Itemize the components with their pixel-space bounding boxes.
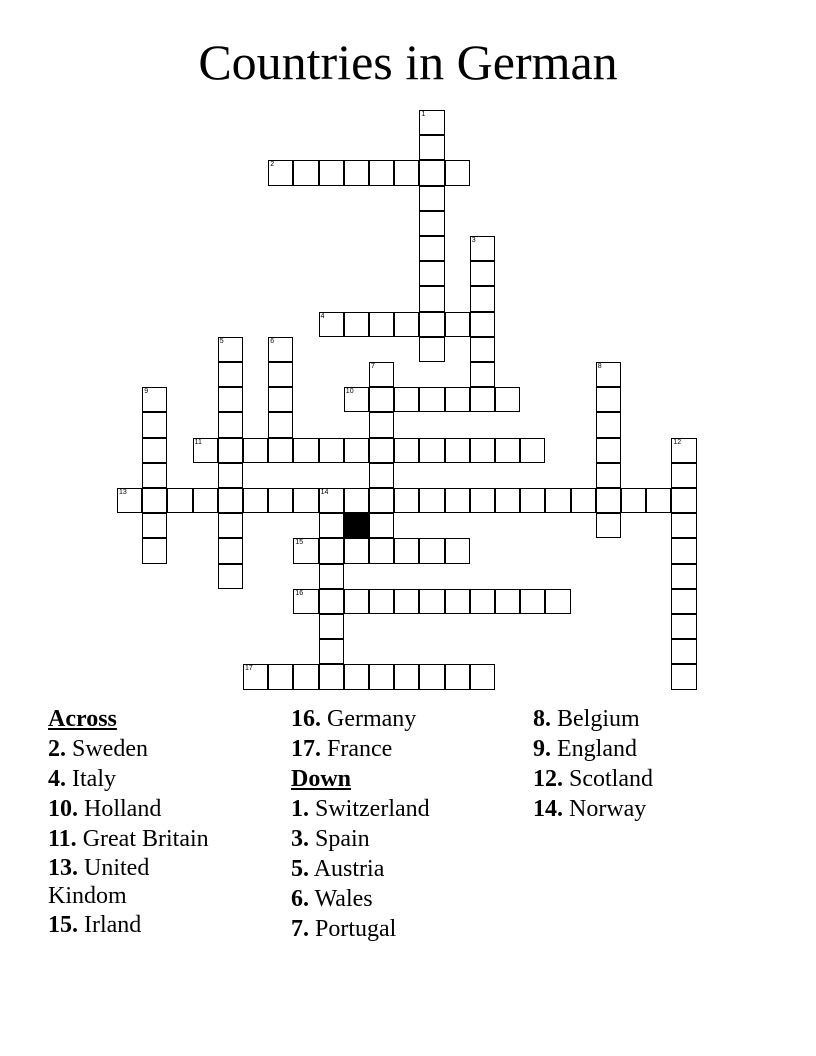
grid-cell[interactable] [243, 488, 268, 513]
grid-cell[interactable] [268, 362, 293, 387]
clue-number: 1. [291, 796, 309, 822]
grid-cell[interactable] [596, 412, 621, 437]
grid-cell[interactable] [445, 312, 470, 337]
grid-cell[interactable] [268, 387, 293, 412]
grid-cell[interactable] [419, 488, 444, 513]
clue-text: Austria [313, 856, 385, 882]
cell-number: 16 [295, 589, 304, 597]
cell-number: 12 [673, 438, 682, 446]
grid-cell[interactable] [419, 261, 444, 286]
clue-number: 10. [48, 796, 78, 822]
grid-cell[interactable] [419, 664, 444, 689]
clue-down-9 [533, 734, 783, 764]
clue-text: Holland [84, 796, 162, 822]
grid-cell[interactable] [419, 589, 444, 614]
grid-cell[interactable] [344, 438, 369, 463]
clue-number: 2. [48, 736, 66, 762]
grid-cell[interactable] [470, 488, 495, 513]
clue-text: Sweden [72, 736, 148, 762]
grid-cell[interactable] [142, 387, 167, 412]
grid-cell[interactable] [671, 589, 696, 614]
grid-cell[interactable] [394, 664, 419, 689]
clue-across-13 [48, 854, 198, 910]
grid-cell[interactable] [470, 236, 495, 261]
clue-number: 11. [48, 826, 77, 852]
cell-number: 2 [270, 161, 275, 169]
grid-cell[interactable] [495, 438, 520, 463]
grid-cell[interactable] [319, 513, 344, 538]
grid-cell[interactable] [117, 488, 142, 513]
grid-cell[interactable] [470, 312, 495, 337]
cell-number: 3 [471, 237, 476, 244]
clue-text: Germany [327, 706, 417, 732]
grid-cell[interactable] [369, 463, 394, 488]
clue-across-16 [291, 704, 521, 734]
grid-cell[interactable] [419, 438, 444, 463]
grid-cell[interactable] [218, 438, 243, 463]
grid-cell[interactable] [671, 513, 696, 538]
grid-cell[interactable] [319, 664, 344, 689]
clue-text: Spain [315, 826, 370, 852]
clue-text: United Kindom [48, 855, 150, 909]
cell-number: 6 [270, 337, 275, 345]
clue-column-3 [533, 704, 783, 824]
grid-cell[interactable] [445, 664, 470, 689]
clue-down-7 [291, 914, 521, 944]
clue-number: 4. [48, 766, 66, 792]
grid-cell[interactable] [394, 387, 419, 412]
grid-cell[interactable] [344, 664, 369, 689]
grid-cell[interactable] [646, 488, 671, 513]
grid-cell[interactable] [394, 160, 419, 185]
grid-cell[interactable] [470, 337, 495, 362]
grid-cell[interactable] [293, 664, 318, 689]
grid-cell[interactable] [369, 312, 394, 337]
grid-cell[interactable] [344, 589, 369, 614]
grid-cell[interactable] [419, 387, 444, 412]
grid-cell[interactable] [671, 538, 696, 563]
grid-cell[interactable] [596, 488, 621, 513]
clue-across-4 [48, 764, 278, 794]
grid-cell[interactable] [319, 312, 344, 337]
clue-number: 3. [291, 826, 309, 852]
grid-cell[interactable] [218, 463, 243, 488]
cell-number: 8 [597, 363, 602, 370]
grid-cell[interactable] [319, 564, 344, 589]
grid-cell[interactable] [571, 488, 596, 513]
cell-number: 10 [345, 388, 354, 396]
clue-across-10 [48, 794, 278, 824]
grid-cell[interactable] [470, 438, 495, 463]
grid-cell[interactable] [445, 438, 470, 463]
grid-cell[interactable] [419, 110, 444, 135]
clue-text: Scotland [569, 766, 653, 792]
grid-cell[interactable] [218, 513, 243, 538]
down-heading: Down [291, 766, 352, 792]
clue-text: Wales [314, 886, 373, 912]
grid-cell[interactable] [419, 236, 444, 261]
grid-cell[interactable] [671, 564, 696, 589]
cell-number: 15 [295, 539, 304, 547]
cell-number: 1 [421, 111, 426, 118]
grid-cell[interactable] [293, 488, 318, 513]
grid-cell[interactable] [344, 387, 369, 412]
black-square [344, 513, 369, 538]
grid-cell[interactable] [671, 463, 696, 488]
clue-across-2 [48, 734, 278, 764]
cell-number: 14 [320, 489, 329, 496]
grid-cell[interactable] [394, 589, 419, 614]
grid-cell[interactable] [596, 362, 621, 387]
grid-cell[interactable] [218, 564, 243, 589]
grid-cell[interactable] [344, 538, 369, 563]
clue-number: 5. [291, 856, 309, 882]
grid-cell[interactable] [495, 387, 520, 412]
grid-cell[interactable] [545, 488, 570, 513]
grid-cell[interactable] [268, 337, 293, 362]
grid-cell[interactable] [596, 513, 621, 538]
clue-number: 6. [291, 886, 309, 912]
clue-text: Norway [569, 796, 647, 822]
grid-cell[interactable] [419, 135, 444, 160]
grid-cell[interactable] [319, 614, 344, 639]
cell-number: 9 [144, 388, 149, 396]
clue-number: 17. [291, 736, 321, 762]
clue-number: 13. [48, 855, 78, 881]
grid-cell[interactable] [369, 412, 394, 437]
grid-cell[interactable] [344, 312, 369, 337]
grid-cell[interactable] [369, 664, 394, 689]
grid-cell[interactable] [671, 438, 696, 463]
grid-cell[interactable] [319, 438, 344, 463]
clue-across-11 [48, 824, 278, 854]
clue-number: 14. [533, 796, 563, 822]
grid-cell[interactable] [445, 488, 470, 513]
clue-text: Belgium [557, 706, 640, 732]
grid-cell[interactable] [369, 160, 394, 185]
cell-number: 5 [219, 337, 224, 345]
grid-cell[interactable] [470, 286, 495, 311]
cell-number: 13 [119, 489, 127, 496]
grid-cell[interactable] [319, 160, 344, 185]
grid-cell[interactable] [419, 160, 444, 185]
grid-cell[interactable] [520, 589, 545, 614]
clue-text: Italy [72, 766, 116, 792]
grid-cell[interactable] [293, 589, 318, 614]
grid-cell[interactable] [218, 337, 243, 362]
clue-down-8 [533, 704, 783, 734]
grid-cell[interactable] [142, 538, 167, 563]
clue-number: 7. [291, 916, 309, 942]
across-heading: Across [48, 706, 117, 732]
grid-cell[interactable] [369, 362, 394, 387]
grid-cell[interactable] [419, 312, 444, 337]
cell-number: 11 [194, 438, 202, 446]
grid-cell[interactable] [218, 488, 243, 513]
grid-cell[interactable] [394, 438, 419, 463]
clue-text: France [327, 736, 393, 762]
grid-cell[interactable] [671, 639, 696, 664]
grid-cell[interactable] [142, 488, 167, 513]
grid-cell[interactable] [495, 589, 520, 614]
grid-cell[interactable] [470, 664, 495, 689]
grid-cell[interactable] [520, 488, 545, 513]
grid-cell[interactable] [319, 538, 344, 563]
grid-cell[interactable] [369, 538, 394, 563]
clue-down-5 [291, 854, 521, 884]
grid-cell[interactable] [369, 589, 394, 614]
clue-number: 8. [533, 706, 551, 732]
grid-cell[interactable] [142, 412, 167, 437]
grid-cell[interactable] [167, 488, 192, 513]
grid-cell[interactable] [344, 160, 369, 185]
clue-number: 15. [48, 912, 78, 938]
clue-number: 16. [291, 706, 321, 732]
grid-cell[interactable] [596, 438, 621, 463]
grid-cell[interactable] [344, 488, 369, 513]
grid-cell[interactable] [142, 438, 167, 463]
grid-cell[interactable] [369, 513, 394, 538]
grid-cell[interactable] [142, 513, 167, 538]
grid-cell[interactable] [495, 488, 520, 513]
grid-cell[interactable] [268, 438, 293, 463]
grid-cell[interactable] [243, 438, 268, 463]
grid-cell[interactable] [394, 312, 419, 337]
puzzle-title: Countries in German [198, 34, 618, 90]
grid-cell[interactable] [218, 362, 243, 387]
grid-cell[interactable] [596, 387, 621, 412]
grid-cell[interactable] [470, 362, 495, 387]
grid-cell[interactable] [596, 463, 621, 488]
grid-cell[interactable] [394, 538, 419, 563]
clue-number: 12. [533, 766, 563, 792]
clue-across-15 [48, 910, 278, 940]
grid-cell[interactable] [520, 438, 545, 463]
clue-text: Irland [84, 912, 142, 938]
grid-cell[interactable] [445, 589, 470, 614]
grid-cell[interactable] [369, 488, 394, 513]
grid-cell[interactable] [470, 261, 495, 286]
grid-cell[interactable] [193, 438, 218, 463]
grid-cell[interactable] [419, 337, 444, 362]
grid-cell[interactable] [419, 186, 444, 211]
grid-cell[interactable] [293, 538, 318, 563]
grid-cell[interactable] [243, 664, 268, 689]
clue-down-6 [291, 884, 521, 914]
grid-cell[interactable] [470, 387, 495, 412]
grid-cell[interactable] [193, 488, 218, 513]
clue-down-12 [533, 764, 783, 794]
grid-cell[interactable] [671, 664, 696, 689]
grid-cell[interactable] [545, 589, 570, 614]
grid-cell[interactable] [268, 488, 293, 513]
clue-text: Portugal [315, 916, 397, 942]
clue-across-17 [291, 734, 521, 764]
clue-text: England [557, 736, 637, 762]
grid-cell[interactable] [293, 160, 318, 185]
grid-cell[interactable] [671, 614, 696, 639]
cell-number: 7 [371, 363, 375, 370]
grid-cell[interactable] [419, 211, 444, 236]
grid-cell[interactable] [671, 488, 696, 513]
grid-cell[interactable] [445, 160, 470, 185]
grid-cell[interactable] [218, 538, 243, 563]
clue-column-1 [48, 704, 278, 940]
grid-cell[interactable] [445, 387, 470, 412]
cell-number: 17 [245, 665, 253, 673]
clue-down-3 [291, 824, 521, 854]
grid-cell[interactable] [218, 412, 243, 437]
grid-cell[interactable] [419, 538, 444, 563]
clue-text: Great Britain [82, 826, 209, 852]
grid-cell[interactable] [369, 387, 394, 412]
grid-cell[interactable] [319, 589, 344, 614]
grid-cell[interactable] [621, 488, 646, 513]
grid-cell[interactable] [369, 438, 394, 463]
grid-cell[interactable] [319, 639, 344, 664]
clue-text: Switzerland [315, 796, 430, 822]
clue-number: 9. [533, 736, 551, 762]
grid-cell[interactable] [268, 412, 293, 437]
clue-down-14 [533, 794, 783, 824]
grid-cell[interactable] [394, 488, 419, 513]
clue-down-1 [291, 794, 521, 824]
cell-number: 4 [320, 312, 325, 320]
grid-cell[interactable] [268, 160, 293, 185]
grid-cell[interactable] [218, 387, 243, 412]
clue-column-2 [291, 704, 521, 944]
grid-cell[interactable] [319, 488, 344, 513]
grid-cell[interactable] [142, 463, 167, 488]
grid-cell[interactable] [268, 664, 293, 689]
grid-cell[interactable] [293, 438, 318, 463]
grid-cell[interactable] [470, 589, 495, 614]
grid-cell[interactable] [419, 286, 444, 311]
grid-cell[interactable] [445, 538, 470, 563]
